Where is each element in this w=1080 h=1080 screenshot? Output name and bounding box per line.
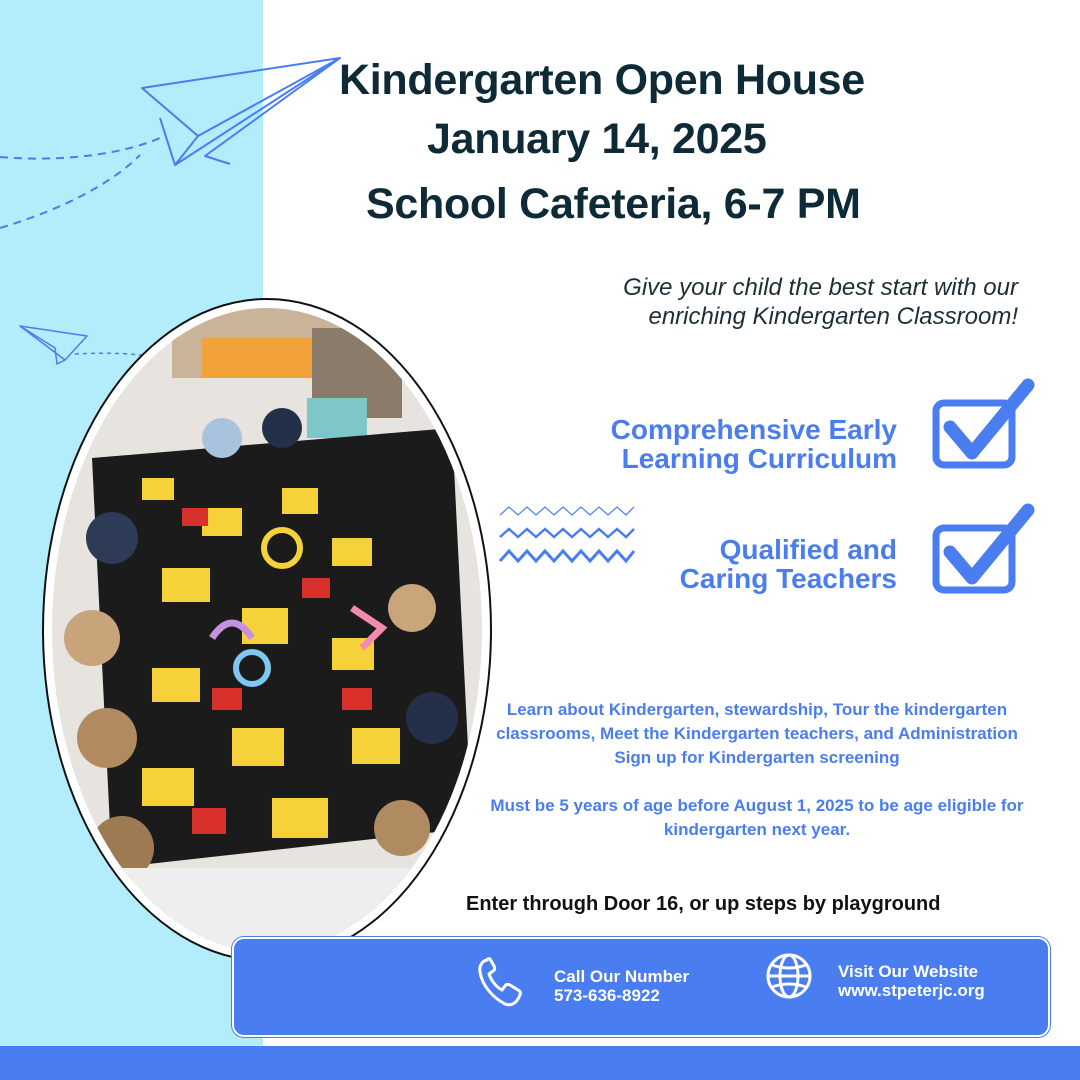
feature-line: Qualified and xyxy=(719,534,897,565)
info-line: Learn about Kindergarten, stewardship, Tour the kindergarten xyxy=(506,700,1008,719)
phone-number[interactable]: 573-636-8922 xyxy=(554,986,660,1005)
contact-bar xyxy=(232,937,1050,1037)
eligibility-note xyxy=(462,794,1052,842)
feature-line: Learning Curriculum xyxy=(621,443,897,474)
feature-teachers xyxy=(680,535,897,593)
info-line: Sign up for Kindergarten screening xyxy=(614,748,900,767)
feature-line: Caring Teachers xyxy=(679,563,897,594)
bottom-blue-band xyxy=(0,1046,1080,1080)
zigzag-icon xyxy=(498,503,636,573)
classroom-photo xyxy=(52,308,482,952)
website-contact[interactable] xyxy=(838,962,985,1000)
info-line: Must be 5 years of age before August 1, 2025 to be age eligible for xyxy=(490,796,1024,815)
feature-line: Comprehensive Early xyxy=(610,414,897,445)
website-link[interactable]: www.stpeterjc.org xyxy=(838,981,985,1000)
entry-note: Enter through Door 16, or up steps by playground xyxy=(466,893,941,915)
feature-curriculum xyxy=(611,415,897,473)
info-line: classrooms, Meet the Kindergarten teachers, and Administration xyxy=(496,724,1018,743)
tagline xyxy=(623,273,1018,331)
event-title: Kindergarten Open House xyxy=(339,56,865,104)
tagline-line: Give your child the best start with our xyxy=(623,274,1018,301)
paper-plane-icon xyxy=(0,50,350,240)
call-label: Call Our Number xyxy=(554,967,690,986)
phone-icon xyxy=(478,957,522,1007)
call-contact[interactable] xyxy=(554,967,689,1005)
info-line: kindergarten next year. xyxy=(663,820,851,839)
info-paragraph xyxy=(462,698,1052,770)
website-label: Visit Our Website xyxy=(838,962,979,981)
checkbox-icon xyxy=(928,500,1038,610)
event-location-time: School Cafeteria, 6-7 PM xyxy=(366,180,861,228)
classroom-photo-frame xyxy=(42,298,492,962)
globe-icon xyxy=(764,951,814,1001)
tagline-line: enriching Kindergarten Classroom! xyxy=(648,303,1018,330)
event-date: January 14, 2025 xyxy=(427,115,767,163)
checkbox-icon xyxy=(928,375,1038,485)
